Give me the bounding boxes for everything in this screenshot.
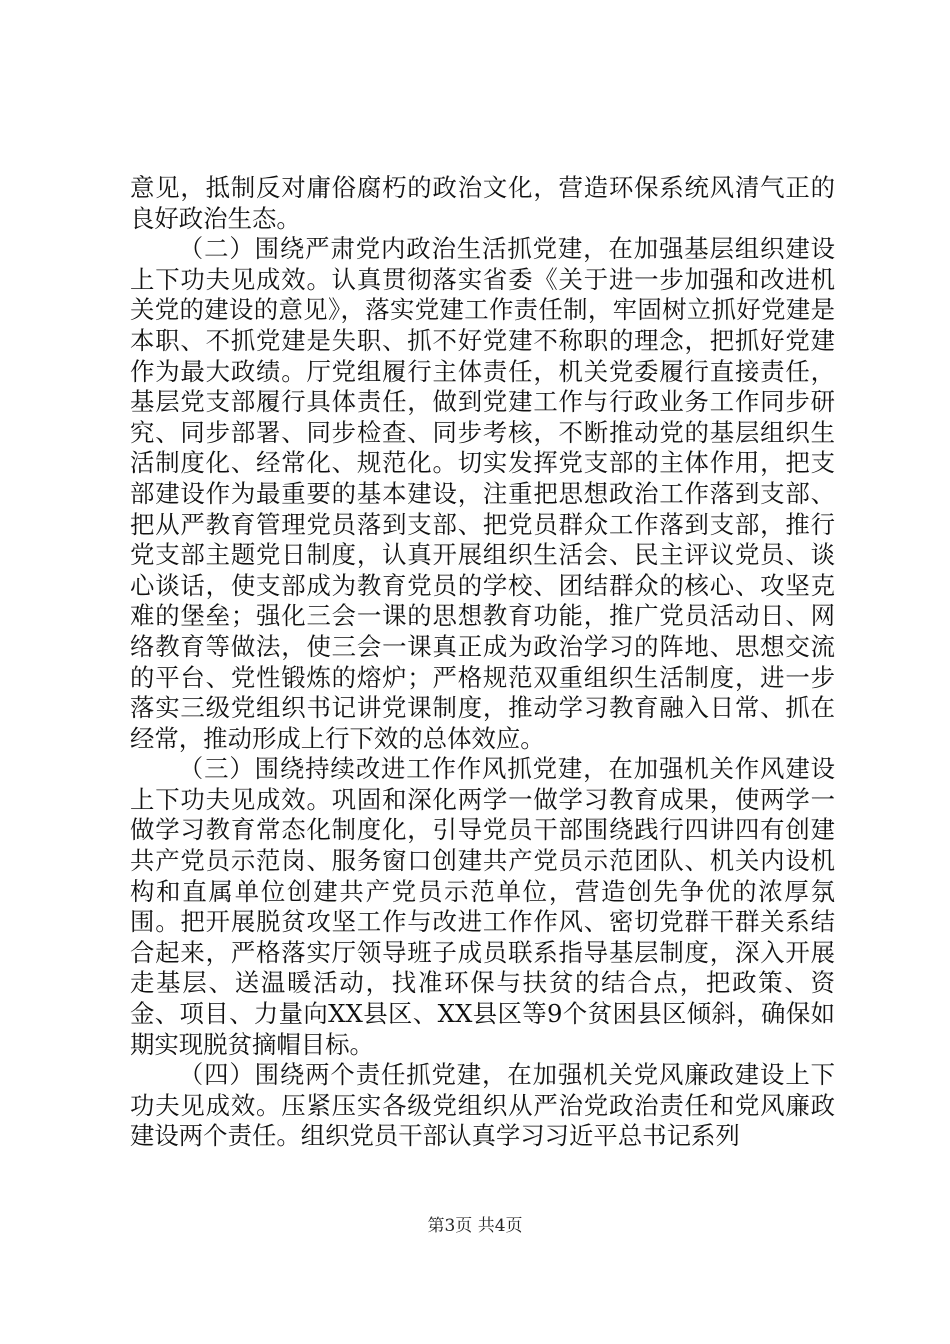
paragraph-continuation: 意见，抵制反对庸俗腐朽的政治文化，营造环保系统风清气正的良好政治生态。 xyxy=(130,173,835,233)
paragraph-section-two: （二）围绕严肃党内政治生活抓党建，在加强基层组织建设上下功夫见成效。认真贯彻落实省委《关于进一步加强和改进机关党的建设的意见》，落实党建工作责任制，牢固树立抓好党建是本职、不抓党建是失职、抓不好党建不称职的理念，把抓好党建作为最大政绩。厅党组履行主体责任，机关党委履行直接责任，基层党支部履行具体责任，做到党建工作与行政业务工作同步研究、同步部署、同步检查、同步考核，不断推动党的基层组织生活制度化、经常化、规范化。切实发挥党支部的主体作用，把支部建设作为最重要的基本建设，注重把思想政治工作落到支部、把从严教育管理党员落到支部、把党员群众工作落到支部，推行党支部主题党日制度，认真开展组织生活会、民主评议党员、谈心谈话，使支部成为教育党员的学校、团结群众的核心、攻坚克难的堡垒；强化三会一课的思想教育功能，推广党员活动日、网络教育等做法，使三会一课真正成为政治学习的阵地、思想交流的平台、党性锻炼的熔炉；严格规范双重组织生活制度，进一步落实三级党组织书记讲党课制度，推动学习教育融入日常、抓在经常，推动形成上行下效的总体效应。 xyxy=(130,234,835,753)
paragraph-section-four: （四）围绕两个责任抓党建，在加强机关党风廉政建设上下功夫见成效。压紧压实各级党组织从严治党政治责任和党风廉政建设两个责任。组织党员干部认真学习习近平总书记系列 xyxy=(130,1060,835,1151)
page-footer: 第3页 共4页 xyxy=(427,1216,523,1236)
document-body xyxy=(130,173,835,1152)
paragraph-section-three: （三）围绕持续改进工作作风抓党建，在加强机关作风建设上下功夫见成效。巩固和深化两学一做学习教育成果，使两学一做学习教育常态化制度化，引导党员干部围绕践行四讲四有创建共产党员示范岗、服务窗口创建共产党员示范团队、机关内设机构和直属单位创建共产党员示范单位，营造创先争优的浓厚氛围。把开展脱贫攻坚工作与改进工作作风、密切党群干群关系结合起来，严格落实厅领导班子成员联系指导基层制度，深入开展走基层、送温暖活动，找准环保与扶贫的结合点，把政策、资金、项目、力量向XX县区、XX县区等9个贫困县区倾斜，确保如期实现脱贫摘帽目标。 xyxy=(130,754,835,1059)
